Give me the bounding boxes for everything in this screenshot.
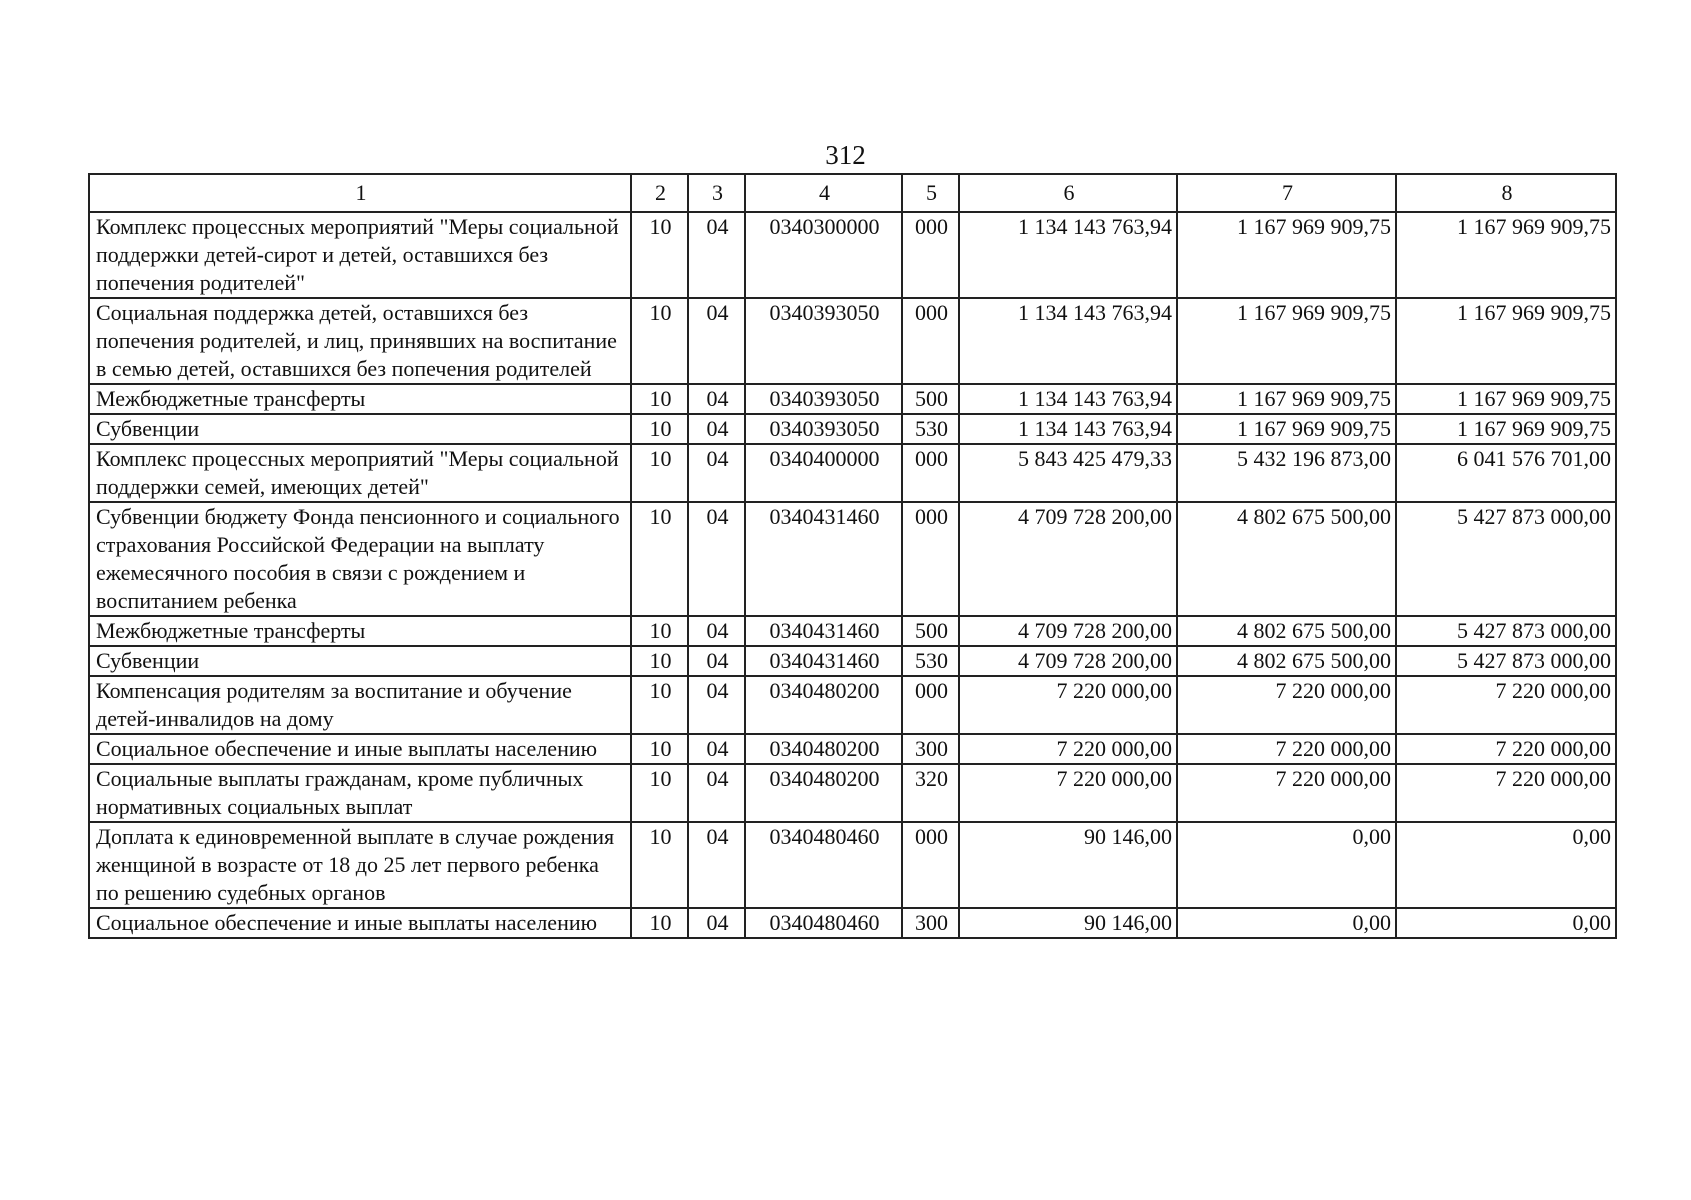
subsection-code: 04 bbox=[688, 502, 745, 616]
target-article-code: 0340393050 bbox=[745, 298, 902, 384]
table-row bbox=[89, 734, 1616, 764]
amount-col-7: 1 167 969 909,75 bbox=[1177, 212, 1396, 298]
amount-col-7: 0,00 bbox=[1177, 822, 1396, 908]
column-header: 5 bbox=[902, 174, 959, 212]
table-row bbox=[89, 616, 1616, 646]
target-article-code: 0340431460 bbox=[745, 616, 902, 646]
expense-type-code: 000 bbox=[902, 502, 959, 616]
table-row bbox=[89, 298, 1616, 384]
target-article-code: 0340480200 bbox=[745, 676, 902, 734]
table-row bbox=[89, 908, 1616, 938]
section-code: 10 bbox=[631, 616, 688, 646]
table-row bbox=[89, 502, 1616, 616]
target-article-code: 0340431460 bbox=[745, 646, 902, 676]
column-header: 7 bbox=[1177, 174, 1396, 212]
target-article-code: 0340480460 bbox=[745, 908, 902, 938]
section-code: 10 bbox=[631, 764, 688, 822]
row-name: Межбюджетные трансферты bbox=[89, 384, 631, 414]
amount-col-7: 5 432 196 873,00 bbox=[1177, 444, 1396, 502]
amount-col-8: 0,00 bbox=[1396, 908, 1616, 938]
table-row bbox=[89, 764, 1616, 822]
target-article-code: 0340480200 bbox=[745, 734, 902, 764]
section-code: 10 bbox=[631, 676, 688, 734]
target-article-code: 0340400000 bbox=[745, 444, 902, 502]
section-code: 10 bbox=[631, 212, 688, 298]
amount-col-7: 1 167 969 909,75 bbox=[1177, 384, 1396, 414]
amount-col-6: 4 709 728 200,00 bbox=[959, 616, 1177, 646]
amount-col-6: 4 709 728 200,00 bbox=[959, 502, 1177, 616]
row-name: Комплекс процессных мероприятий "Меры социальной поддержки детей-сирот и детей, оставшихся без попечения родителей" bbox=[89, 212, 631, 298]
expense-type-code: 300 bbox=[902, 908, 959, 938]
table-row bbox=[89, 212, 1616, 298]
row-name: Социальная поддержка детей, оставшихся без попечения родителей, и лиц, принявших на воспитание в семью детей, оставшихся без попечения родителей bbox=[89, 298, 631, 384]
column-header: 3 bbox=[688, 174, 745, 212]
amount-col-8: 0,00 bbox=[1396, 822, 1616, 908]
table-row bbox=[89, 676, 1616, 734]
row-name: Компенсация родителям за воспитание и обучение детей-инвалидов на дому bbox=[89, 676, 631, 734]
amount-col-8: 1 167 969 909,75 bbox=[1396, 298, 1616, 384]
amount-col-8: 5 427 873 000,00 bbox=[1396, 646, 1616, 676]
section-code: 10 bbox=[631, 384, 688, 414]
table-body bbox=[89, 212, 1616, 938]
expense-type-code: 530 bbox=[902, 646, 959, 676]
subsection-code: 04 bbox=[688, 384, 745, 414]
expense-type-code: 530 bbox=[902, 414, 959, 444]
subsection-code: 04 bbox=[688, 298, 745, 384]
table-row bbox=[89, 384, 1616, 414]
amount-col-7: 1 167 969 909,75 bbox=[1177, 298, 1396, 384]
row-name: Субвенции bbox=[89, 414, 631, 444]
expense-type-code: 000 bbox=[902, 298, 959, 384]
expense-type-code: 500 bbox=[902, 616, 959, 646]
column-header: 8 bbox=[1396, 174, 1616, 212]
expense-type-code: 000 bbox=[902, 212, 959, 298]
row-name: Субвенции бюджету Фонда пенсионного и социального страхования Российской Федерации на выплату ежемесячного пособия в связи с рождением и воспитанием ребенка bbox=[89, 502, 631, 616]
column-header: 1 bbox=[89, 174, 631, 212]
target-article-code: 0340393050 bbox=[745, 414, 902, 444]
subsection-code: 04 bbox=[688, 676, 745, 734]
amount-col-8: 7 220 000,00 bbox=[1396, 764, 1616, 822]
expense-type-code: 300 bbox=[902, 734, 959, 764]
row-name: Социальное обеспечение и иные выплаты населению bbox=[89, 908, 631, 938]
subsection-code: 04 bbox=[688, 646, 745, 676]
amount-col-8: 7 220 000,00 bbox=[1396, 676, 1616, 734]
expense-type-code: 000 bbox=[902, 822, 959, 908]
amount-col-7: 1 167 969 909,75 bbox=[1177, 414, 1396, 444]
amount-col-6: 5 843 425 479,33 bbox=[959, 444, 1177, 502]
section-code: 10 bbox=[631, 822, 688, 908]
subsection-code: 04 bbox=[688, 616, 745, 646]
amount-col-8: 7 220 000,00 bbox=[1396, 734, 1616, 764]
row-name: Социальное обеспечение и иные выплаты населению bbox=[89, 734, 631, 764]
row-name: Доплата к единовременной выплате в случае рождения женщиной в возрасте от 18 до 25 лет первого ребенка по решению судебных органов bbox=[89, 822, 631, 908]
table-row bbox=[89, 822, 1616, 908]
subsection-code: 04 bbox=[688, 444, 745, 502]
table-row bbox=[89, 444, 1616, 502]
subsection-code: 04 bbox=[688, 212, 745, 298]
amount-col-6: 1 134 143 763,94 bbox=[959, 384, 1177, 414]
subsection-code: 04 bbox=[688, 734, 745, 764]
target-article-code: 0340431460 bbox=[745, 502, 902, 616]
amount-col-6: 90 146,00 bbox=[959, 908, 1177, 938]
row-name: Социальные выплаты гражданам, кроме публичных нормативных социальных выплат bbox=[89, 764, 631, 822]
table-row bbox=[89, 646, 1616, 676]
amount-col-7: 0,00 bbox=[1177, 908, 1396, 938]
expense-type-code: 000 bbox=[902, 444, 959, 502]
subsection-code: 04 bbox=[688, 764, 745, 822]
column-header: 2 bbox=[631, 174, 688, 212]
section-code: 10 bbox=[631, 502, 688, 616]
page-number: 312 bbox=[825, 140, 866, 170]
row-name: Межбюджетные трансферты bbox=[89, 616, 631, 646]
amount-col-8: 1 167 969 909,75 bbox=[1396, 384, 1616, 414]
amount-col-6: 1 134 143 763,94 bbox=[959, 414, 1177, 444]
budget-table bbox=[88, 173, 1617, 939]
section-code: 10 bbox=[631, 646, 688, 676]
amount-col-8: 5 427 873 000,00 bbox=[1396, 502, 1616, 616]
amount-col-6: 7 220 000,00 bbox=[959, 676, 1177, 734]
column-header: 6 bbox=[959, 174, 1177, 212]
amount-col-8: 6 041 576 701,00 bbox=[1396, 444, 1616, 502]
section-code: 10 bbox=[631, 908, 688, 938]
section-code: 10 bbox=[631, 444, 688, 502]
row-name: Комплекс процессных мероприятий "Меры социальной поддержки семей, имеющих детей" bbox=[89, 444, 631, 502]
amount-col-7: 4 802 675 500,00 bbox=[1177, 646, 1396, 676]
section-code: 10 bbox=[631, 734, 688, 764]
amount-col-6: 90 146,00 bbox=[959, 822, 1177, 908]
table-row bbox=[89, 414, 1616, 444]
column-header: 4 bbox=[745, 174, 902, 212]
section-code: 10 bbox=[631, 298, 688, 384]
amount-col-7: 7 220 000,00 bbox=[1177, 734, 1396, 764]
expense-type-code: 320 bbox=[902, 764, 959, 822]
target-article-code: 0340300000 bbox=[745, 212, 902, 298]
target-article-code: 0340480460 bbox=[745, 822, 902, 908]
amount-col-6: 1 134 143 763,94 bbox=[959, 298, 1177, 384]
amount-col-6: 4 709 728 200,00 bbox=[959, 646, 1177, 676]
amount-col-6: 7 220 000,00 bbox=[959, 764, 1177, 822]
subsection-code: 04 bbox=[688, 908, 745, 938]
target-article-code: 0340480200 bbox=[745, 764, 902, 822]
amount-col-7: 7 220 000,00 bbox=[1177, 676, 1396, 734]
amount-col-7: 7 220 000,00 bbox=[1177, 764, 1396, 822]
amount-col-6: 7 220 000,00 bbox=[959, 734, 1177, 764]
row-name: Субвенции bbox=[89, 646, 631, 676]
subsection-code: 04 bbox=[688, 822, 745, 908]
section-code: 10 bbox=[631, 414, 688, 444]
target-article-code: 0340393050 bbox=[745, 384, 902, 414]
amount-col-7: 4 802 675 500,00 bbox=[1177, 502, 1396, 616]
subsection-code: 04 bbox=[688, 414, 745, 444]
amount-col-8: 1 167 969 909,75 bbox=[1396, 212, 1616, 298]
amount-col-8: 1 167 969 909,75 bbox=[1396, 414, 1616, 444]
expense-type-code: 500 bbox=[902, 384, 959, 414]
expense-type-code: 000 bbox=[902, 676, 959, 734]
amount-col-6: 1 134 143 763,94 bbox=[959, 212, 1177, 298]
amount-col-7: 4 802 675 500,00 bbox=[1177, 616, 1396, 646]
amount-col-8: 5 427 873 000,00 bbox=[1396, 616, 1616, 646]
table-header-row bbox=[89, 174, 1616, 212]
